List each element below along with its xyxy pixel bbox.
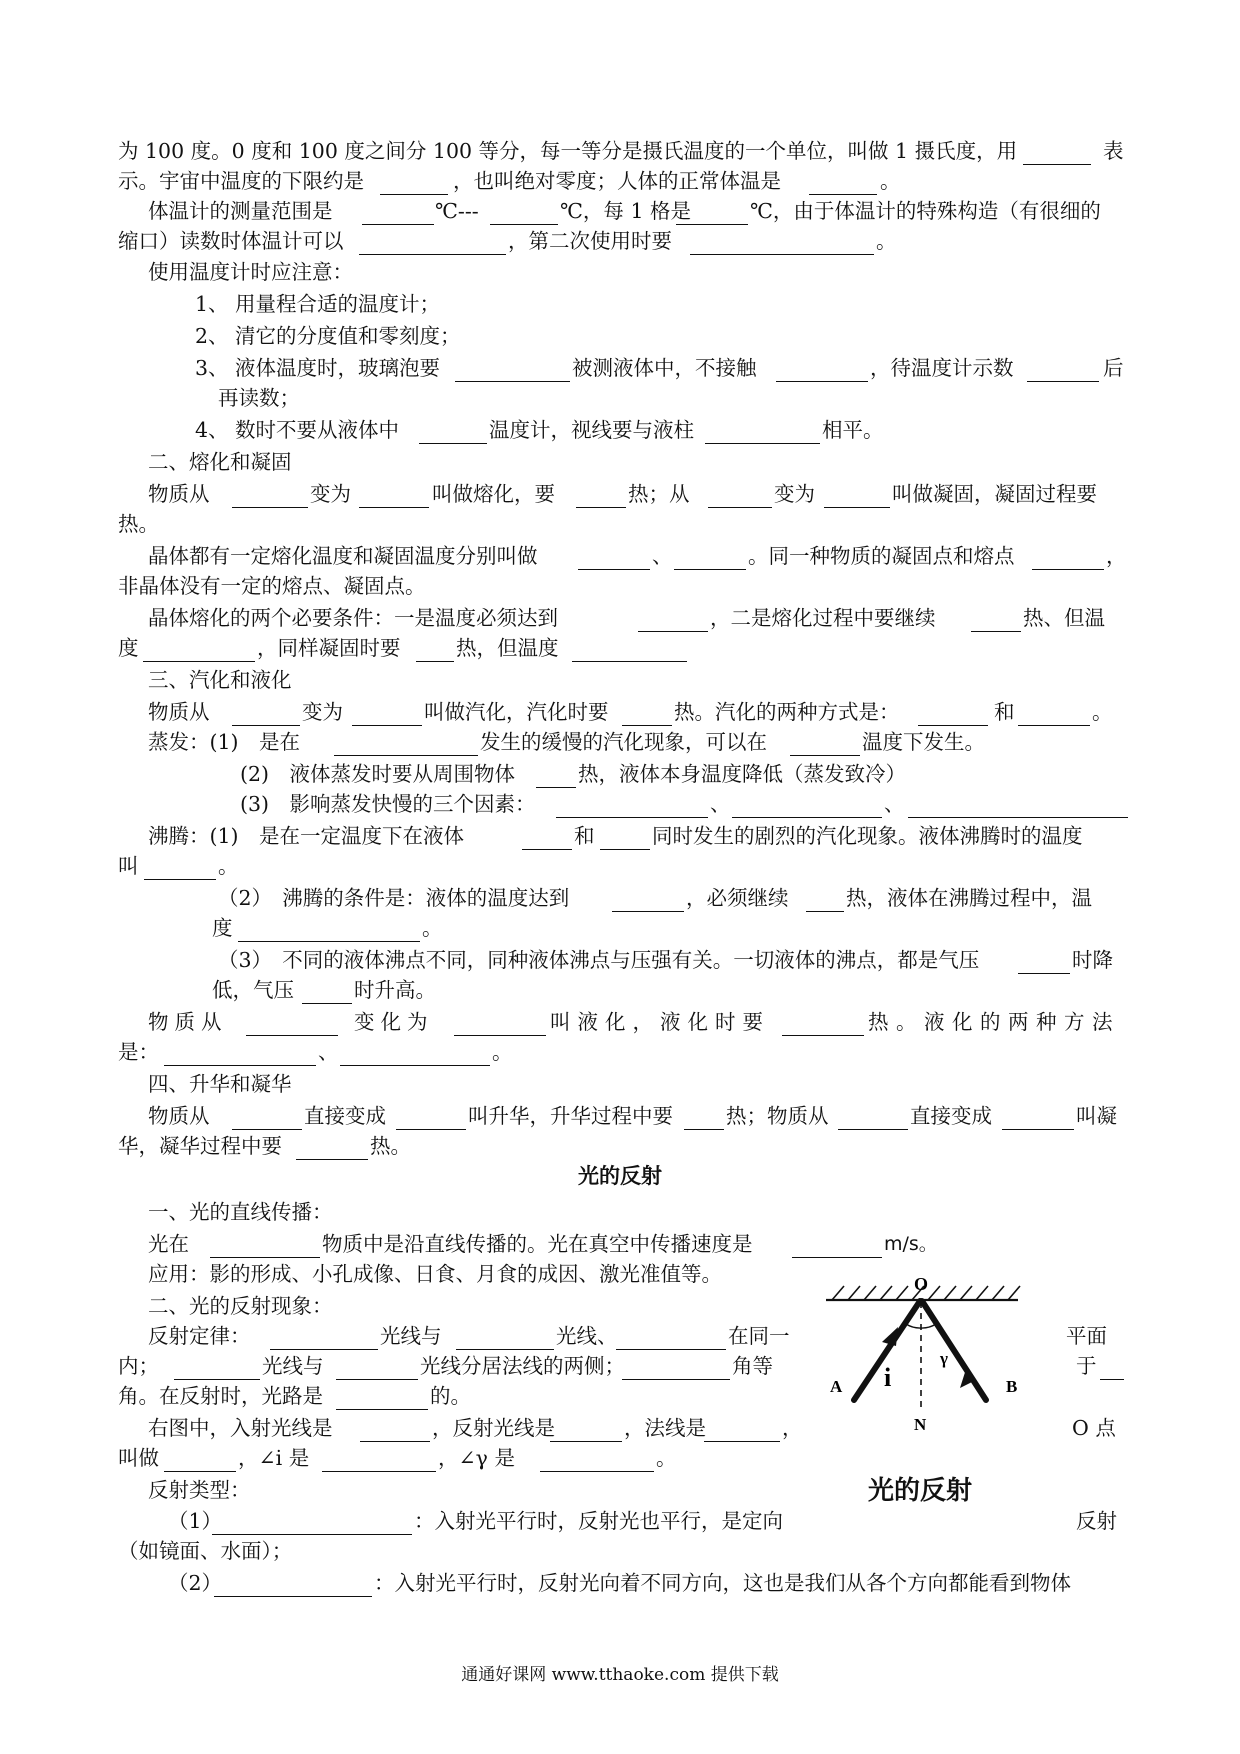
text: 表 xyxy=(1103,139,1124,163)
fill-blank[interactable] xyxy=(776,352,868,382)
text-line xyxy=(0,1228,1240,1260)
text: 温度计，视线要与液柱 xyxy=(489,418,694,442)
text-line xyxy=(0,1130,1240,1162)
text: 华，凝华过程中要 xyxy=(118,1134,282,1158)
text: 光线、 xyxy=(556,1324,618,1348)
text: 叫液化，液化时要 xyxy=(550,1010,770,1034)
text: 应用：影的形成、小孔成像、日食、月食的成因、激光准值等。 xyxy=(148,1262,722,1286)
text-line xyxy=(0,1567,1240,1599)
label-n: N xyxy=(914,1415,927,1434)
fill-blank[interactable] xyxy=(270,1320,378,1350)
text: 光线分居法线的两侧； xyxy=(420,1354,625,1378)
text: ，也叫绝对零度；人体的正常体温是 xyxy=(453,169,781,193)
fill-blank[interactable] xyxy=(1100,1350,1124,1380)
fill-blank[interactable] xyxy=(908,788,1128,818)
fill-blank[interactable] xyxy=(396,1100,466,1130)
fill-blank[interactable] xyxy=(705,414,820,444)
fill-blank[interactable] xyxy=(360,1412,430,1442)
fill-blank[interactable] xyxy=(572,632,687,662)
text: 变为 xyxy=(774,482,815,506)
fill-blank[interactable] xyxy=(296,1130,368,1160)
text: 热，但温度 xyxy=(456,636,559,660)
fill-blank[interactable] xyxy=(1018,944,1070,974)
fill-blank[interactable] xyxy=(144,850,216,880)
fill-blank[interactable] xyxy=(1027,352,1099,382)
text-line xyxy=(0,912,1240,944)
fill-blank[interactable] xyxy=(676,195,748,225)
text: （2） xyxy=(168,1571,223,1595)
text: 反射定律： xyxy=(148,1324,251,1348)
text: 发生的缓慢的汽化现象，可以在 xyxy=(480,730,767,754)
text: (2) 液体蒸发时要从周围物体 xyxy=(240,762,516,786)
fill-blank[interactable] xyxy=(838,1100,908,1130)
text: 反射 xyxy=(1076,1509,1117,1533)
text: ℃，由于体温计的特殊构造（有很细的 xyxy=(750,199,1101,223)
fill-blank[interactable] xyxy=(616,1320,726,1350)
fill-blank[interactable] xyxy=(704,1412,780,1442)
text: 物质从 xyxy=(148,482,210,506)
text: 、 xyxy=(652,544,673,568)
fill-blank[interactable] xyxy=(1023,135,1091,165)
text: 使用温度计时应注意： xyxy=(148,260,353,284)
fill-blank[interactable] xyxy=(708,478,772,508)
fill-blank[interactable] xyxy=(806,882,844,912)
text: 光在 xyxy=(148,1232,189,1256)
text: ，反射光线是 xyxy=(432,1416,555,1440)
fill-blank[interactable] xyxy=(550,1412,622,1442)
angle-i-arc xyxy=(906,1324,921,1328)
text-line xyxy=(0,478,1240,510)
text-line xyxy=(0,195,1240,227)
text: (3) 影响蒸发快慢的三个因素： xyxy=(240,792,536,816)
text: ℃，每 1 格是 xyxy=(560,199,692,223)
text: 热，液体在沸腾过程中，温 xyxy=(846,886,1092,910)
text: 、 xyxy=(710,792,731,816)
text-line xyxy=(0,850,1240,882)
text: 被测液体中，不接触 xyxy=(572,356,757,380)
text: 1、 用量程合适的温度计； xyxy=(195,292,441,316)
text: 时降 xyxy=(1072,948,1113,972)
label-o: O xyxy=(914,1274,929,1294)
text: ，法线是 xyxy=(624,1416,706,1440)
text: 时升高。 xyxy=(354,978,436,1002)
text: 热；从 xyxy=(628,482,690,506)
text: 直接变成 xyxy=(910,1104,992,1128)
fill-blank[interactable] xyxy=(918,696,988,726)
fill-blank[interactable] xyxy=(622,1350,730,1380)
fill-blank[interactable] xyxy=(302,974,352,1004)
text: 直接变成 xyxy=(304,1104,386,1128)
text: 物质从 xyxy=(148,1010,228,1034)
text: 蒸发：(1) 是在 xyxy=(148,730,301,754)
fill-blank[interactable] xyxy=(246,1006,338,1036)
text: 叫做熔化，要 xyxy=(432,482,555,506)
text-line xyxy=(0,788,1240,820)
reflection-diagram xyxy=(810,1270,1040,1480)
text-line xyxy=(0,570,1240,602)
text-line xyxy=(0,225,1240,257)
text: 热。汽化的两种方式是： xyxy=(674,700,900,724)
label-b: B xyxy=(1006,1377,1018,1396)
text-line xyxy=(0,414,1240,446)
fill-blank[interactable] xyxy=(419,414,487,444)
text: m/s。 xyxy=(884,1233,938,1255)
text: 。 xyxy=(492,1040,513,1064)
text: 晶体都有一定熔化温度和凝固温度分别叫做 xyxy=(148,544,538,568)
text: 变化为 xyxy=(354,1010,434,1034)
fill-blank[interactable] xyxy=(792,1228,882,1258)
text: （1） xyxy=(168,1509,223,1533)
label-angle-r: γ xyxy=(940,1349,948,1368)
text: 2、 清它的分度值和零刻度； xyxy=(195,324,461,348)
text-line xyxy=(0,1380,1240,1412)
heading: 反射类型： xyxy=(148,1478,251,1502)
text-line xyxy=(0,382,1240,414)
fill-blank[interactable] xyxy=(790,726,860,756)
text: ，同样凝固时要 xyxy=(257,636,401,660)
text-line xyxy=(0,1474,1240,1506)
text: 再读数； xyxy=(218,386,300,410)
text: 缩口）读数时体温计可以 xyxy=(118,229,344,253)
text-line xyxy=(0,1036,1240,1068)
text: ℃--- xyxy=(435,199,479,223)
incident-arrow xyxy=(882,1327,898,1346)
fill-blank[interactable] xyxy=(638,602,708,632)
text: 度 xyxy=(212,916,233,940)
heading: 二、光的反射现象： xyxy=(148,1294,333,1318)
text: 示。宇宙中温度的下限约是 xyxy=(118,169,364,193)
fill-blank[interactable] xyxy=(522,820,572,850)
text: 热、但温 xyxy=(1023,606,1105,630)
text-line xyxy=(0,1290,1240,1322)
text: 叫做汽化，汽化时要 xyxy=(424,700,609,724)
fill-blank[interactable] xyxy=(1018,696,1090,726)
text: 后 xyxy=(1103,356,1124,380)
text: 、 xyxy=(884,792,905,816)
text: 低，气压 xyxy=(212,978,294,1002)
fill-blank[interactable] xyxy=(824,478,890,508)
fill-blank[interactable] xyxy=(232,478,308,508)
text: ， xyxy=(782,1416,803,1440)
text: 、 xyxy=(318,1040,339,1064)
text-line xyxy=(0,446,1240,478)
label-angle-i: i xyxy=(884,1363,892,1392)
text: ：入射光平行时，反射光向着不同方向，这也是我们从各个方向都能看到物体 xyxy=(374,1571,1071,1595)
text-line xyxy=(0,1442,1240,1474)
text-line xyxy=(0,1068,1240,1100)
text: 角等 xyxy=(732,1354,773,1378)
text-line xyxy=(0,1320,1240,1352)
fill-blank[interactable] xyxy=(576,478,626,508)
fill-blank[interactable] xyxy=(214,1567,372,1597)
text: 。 xyxy=(218,854,239,878)
text: 温度下发生。 xyxy=(862,730,985,754)
text-line xyxy=(0,882,1240,914)
text: 是： xyxy=(118,1040,159,1064)
fill-blank[interactable] xyxy=(455,352,570,382)
fill-blank[interactable] xyxy=(143,632,255,662)
fill-blank[interactable] xyxy=(490,195,558,225)
text: 叫升华，升华过程中要 xyxy=(468,1104,673,1128)
text: 热，液体本身温度降低（蒸发致冷） xyxy=(578,762,906,786)
text-line xyxy=(0,820,1240,852)
text: ，二是熔化过程中要继续 xyxy=(710,606,936,630)
text: 。 xyxy=(880,169,901,193)
text: 在同一 xyxy=(728,1324,790,1348)
text-line xyxy=(0,758,1240,790)
text: 热。液化的两种方法 xyxy=(868,1010,1120,1034)
fill-blank[interactable] xyxy=(232,696,300,726)
text-line xyxy=(0,1412,1240,1444)
text: ，∠i 是 xyxy=(238,1446,310,1470)
heading: 二、熔化和凝固 xyxy=(148,450,292,474)
fill-blank[interactable] xyxy=(352,696,422,726)
text: 光线与 xyxy=(380,1324,442,1348)
text: 平面 xyxy=(1066,1324,1107,1348)
fill-blank[interactable] xyxy=(238,912,420,942)
text: 角。在反射时，光路是 xyxy=(118,1384,323,1408)
text: 体温计的测量范围是 xyxy=(148,199,333,223)
text: 为 100 度。0 度和 100 度之间分 100 等分，每一等分是摄氏温度的一个单位，叫做 1 摄氏度，用 xyxy=(118,139,1018,163)
text-line xyxy=(0,632,1240,664)
fill-blank[interactable] xyxy=(684,1100,724,1130)
label-a: A xyxy=(830,1377,843,1396)
fill-blank[interactable] xyxy=(359,478,429,508)
text-line xyxy=(0,1505,1240,1537)
text-line xyxy=(0,974,1240,1006)
text: 3、 液体温度时，玻璃泡要 xyxy=(195,356,441,380)
fill-blank[interactable] xyxy=(782,1006,864,1036)
text: ：入射光平行时，反射光也平行，是定向 xyxy=(414,1509,783,1533)
text: ，∠γ 是 xyxy=(438,1446,515,1470)
text-line xyxy=(0,135,1240,167)
text: 内； xyxy=(118,1354,159,1378)
fill-blank[interactable] xyxy=(164,1036,316,1066)
fill-blank[interactable] xyxy=(456,1320,554,1350)
text: 于 xyxy=(1076,1354,1097,1378)
text: 光线与 xyxy=(262,1354,324,1378)
text: ，待温度计示数 xyxy=(870,356,1014,380)
fill-blank[interactable] xyxy=(622,696,672,726)
text-line xyxy=(0,602,1240,634)
text: ，必须继续 xyxy=(686,886,789,910)
text: 右图中，入射光线是 xyxy=(148,1416,333,1440)
fill-blank[interactable] xyxy=(334,726,478,756)
text-line xyxy=(0,1258,1240,1290)
fill-blank[interactable] xyxy=(416,632,454,662)
fill-blank[interactable] xyxy=(1002,1100,1074,1130)
text: （如镜面、水面）； xyxy=(118,1539,293,1563)
fill-blank[interactable] xyxy=(971,602,1021,632)
fill-blank[interactable] xyxy=(1032,540,1104,570)
text: 叫凝 xyxy=(1076,1104,1117,1128)
text-line xyxy=(0,1006,1240,1038)
text-line xyxy=(0,1100,1240,1132)
section-title: 光的反射 xyxy=(578,1164,662,1188)
fill-blank[interactable] xyxy=(174,1350,260,1380)
text: 物质中是沿直线传播的。光在真空中传播速度是 xyxy=(322,1232,753,1256)
fill-blank[interactable] xyxy=(232,1100,302,1130)
fill-blank[interactable] xyxy=(336,1350,418,1380)
heading: 三、汽化和液化 xyxy=(148,668,292,692)
text-line xyxy=(0,320,1240,352)
text: （3） 不同的液体沸点不同，同种液体沸点与压强有关。一切液体的沸点，都是气压 xyxy=(218,948,980,972)
fill-blank[interactable] xyxy=(612,882,684,912)
fill-blank[interactable] xyxy=(690,225,874,255)
fill-blank[interactable] xyxy=(674,540,746,570)
text: ， xyxy=(1106,544,1127,568)
text-line xyxy=(0,165,1240,197)
page-footer: 通通好课网 www.tthaoke.com 提供下载 xyxy=(461,1665,779,1685)
text-line xyxy=(0,944,1240,976)
heading: 一、光的直线传播： xyxy=(148,1200,333,1224)
fill-blank[interactable] xyxy=(359,225,506,255)
text-line xyxy=(0,1196,1240,1228)
fill-blank[interactable] xyxy=(336,1380,428,1410)
text-line xyxy=(0,726,1240,758)
text: 的。 xyxy=(430,1384,471,1408)
fill-blank[interactable] xyxy=(322,1442,436,1472)
text: 4、 数时不要从液体中 xyxy=(195,418,400,442)
fill-blank[interactable] xyxy=(340,1036,490,1066)
fill-blank[interactable] xyxy=(212,1505,412,1535)
text: 非晶体没有一定的熔点、凝固点。 xyxy=(118,574,426,598)
reflected-ray xyxy=(922,1301,986,1400)
text: 沸腾：(1) 是在一定温度下在液体 xyxy=(148,824,465,848)
text: 和 xyxy=(574,824,595,848)
text-line xyxy=(0,256,1240,288)
text: ，第二次使用时要 xyxy=(508,229,672,253)
fill-blank[interactable] xyxy=(540,1442,654,1472)
text: 。 xyxy=(1092,700,1113,724)
text-line xyxy=(0,352,1240,384)
text: 晶体熔化的两个必要条件：一是温度必须达到 xyxy=(148,606,558,630)
fill-blank[interactable] xyxy=(164,1442,236,1472)
figure-caption: 光的反射 xyxy=(868,1476,973,1506)
text: 叫做凝固，凝固过程要 xyxy=(892,482,1097,506)
fill-blank[interactable] xyxy=(454,1006,546,1036)
text: 度 xyxy=(118,636,139,660)
text: 同时发生的剧烈的汽化现象。液体沸腾时的温度 xyxy=(652,824,1083,848)
fill-blank[interactable] xyxy=(578,540,650,570)
text: 变为 xyxy=(310,482,351,506)
text-line xyxy=(0,1535,1240,1567)
fill-blank[interactable] xyxy=(210,1228,320,1258)
fill-blank[interactable] xyxy=(600,820,650,850)
text: 热。 xyxy=(370,1134,411,1158)
text: 物质从 xyxy=(148,700,210,724)
heading: 四、升华和凝华 xyxy=(148,1072,292,1096)
text-line xyxy=(0,288,1240,320)
text: 物质从 xyxy=(148,1104,210,1128)
angle-r-arc xyxy=(921,1324,936,1328)
text: 叫 xyxy=(118,854,139,878)
text: 叫做 xyxy=(118,1446,159,1470)
text: 。同一种物质的凝固点和熔点 xyxy=(748,544,1015,568)
text: 和 xyxy=(994,700,1015,724)
text: 相平。 xyxy=(822,418,884,442)
text: 。 xyxy=(422,916,443,940)
text: 变为 xyxy=(302,700,343,724)
text: （2） 沸腾的条件是：液体的温度达到 xyxy=(218,886,570,910)
text: 。 xyxy=(876,229,897,253)
text-line xyxy=(0,508,1240,540)
text-line xyxy=(0,664,1240,696)
text: 热；物质从 xyxy=(726,1104,829,1128)
text-line xyxy=(0,696,1240,728)
fill-blank[interactable] xyxy=(362,195,434,225)
text: 。 xyxy=(656,1446,677,1470)
fill-blank[interactable] xyxy=(732,788,882,818)
fill-blank[interactable] xyxy=(556,788,708,818)
text-line xyxy=(0,540,1240,572)
fill-blank[interactable] xyxy=(380,165,448,195)
fill-blank[interactable] xyxy=(536,758,576,788)
text: 热。 xyxy=(118,512,159,536)
text-line xyxy=(0,1350,1240,1382)
text: O 点 xyxy=(1072,1416,1116,1440)
fill-blank[interactable] xyxy=(809,165,877,195)
